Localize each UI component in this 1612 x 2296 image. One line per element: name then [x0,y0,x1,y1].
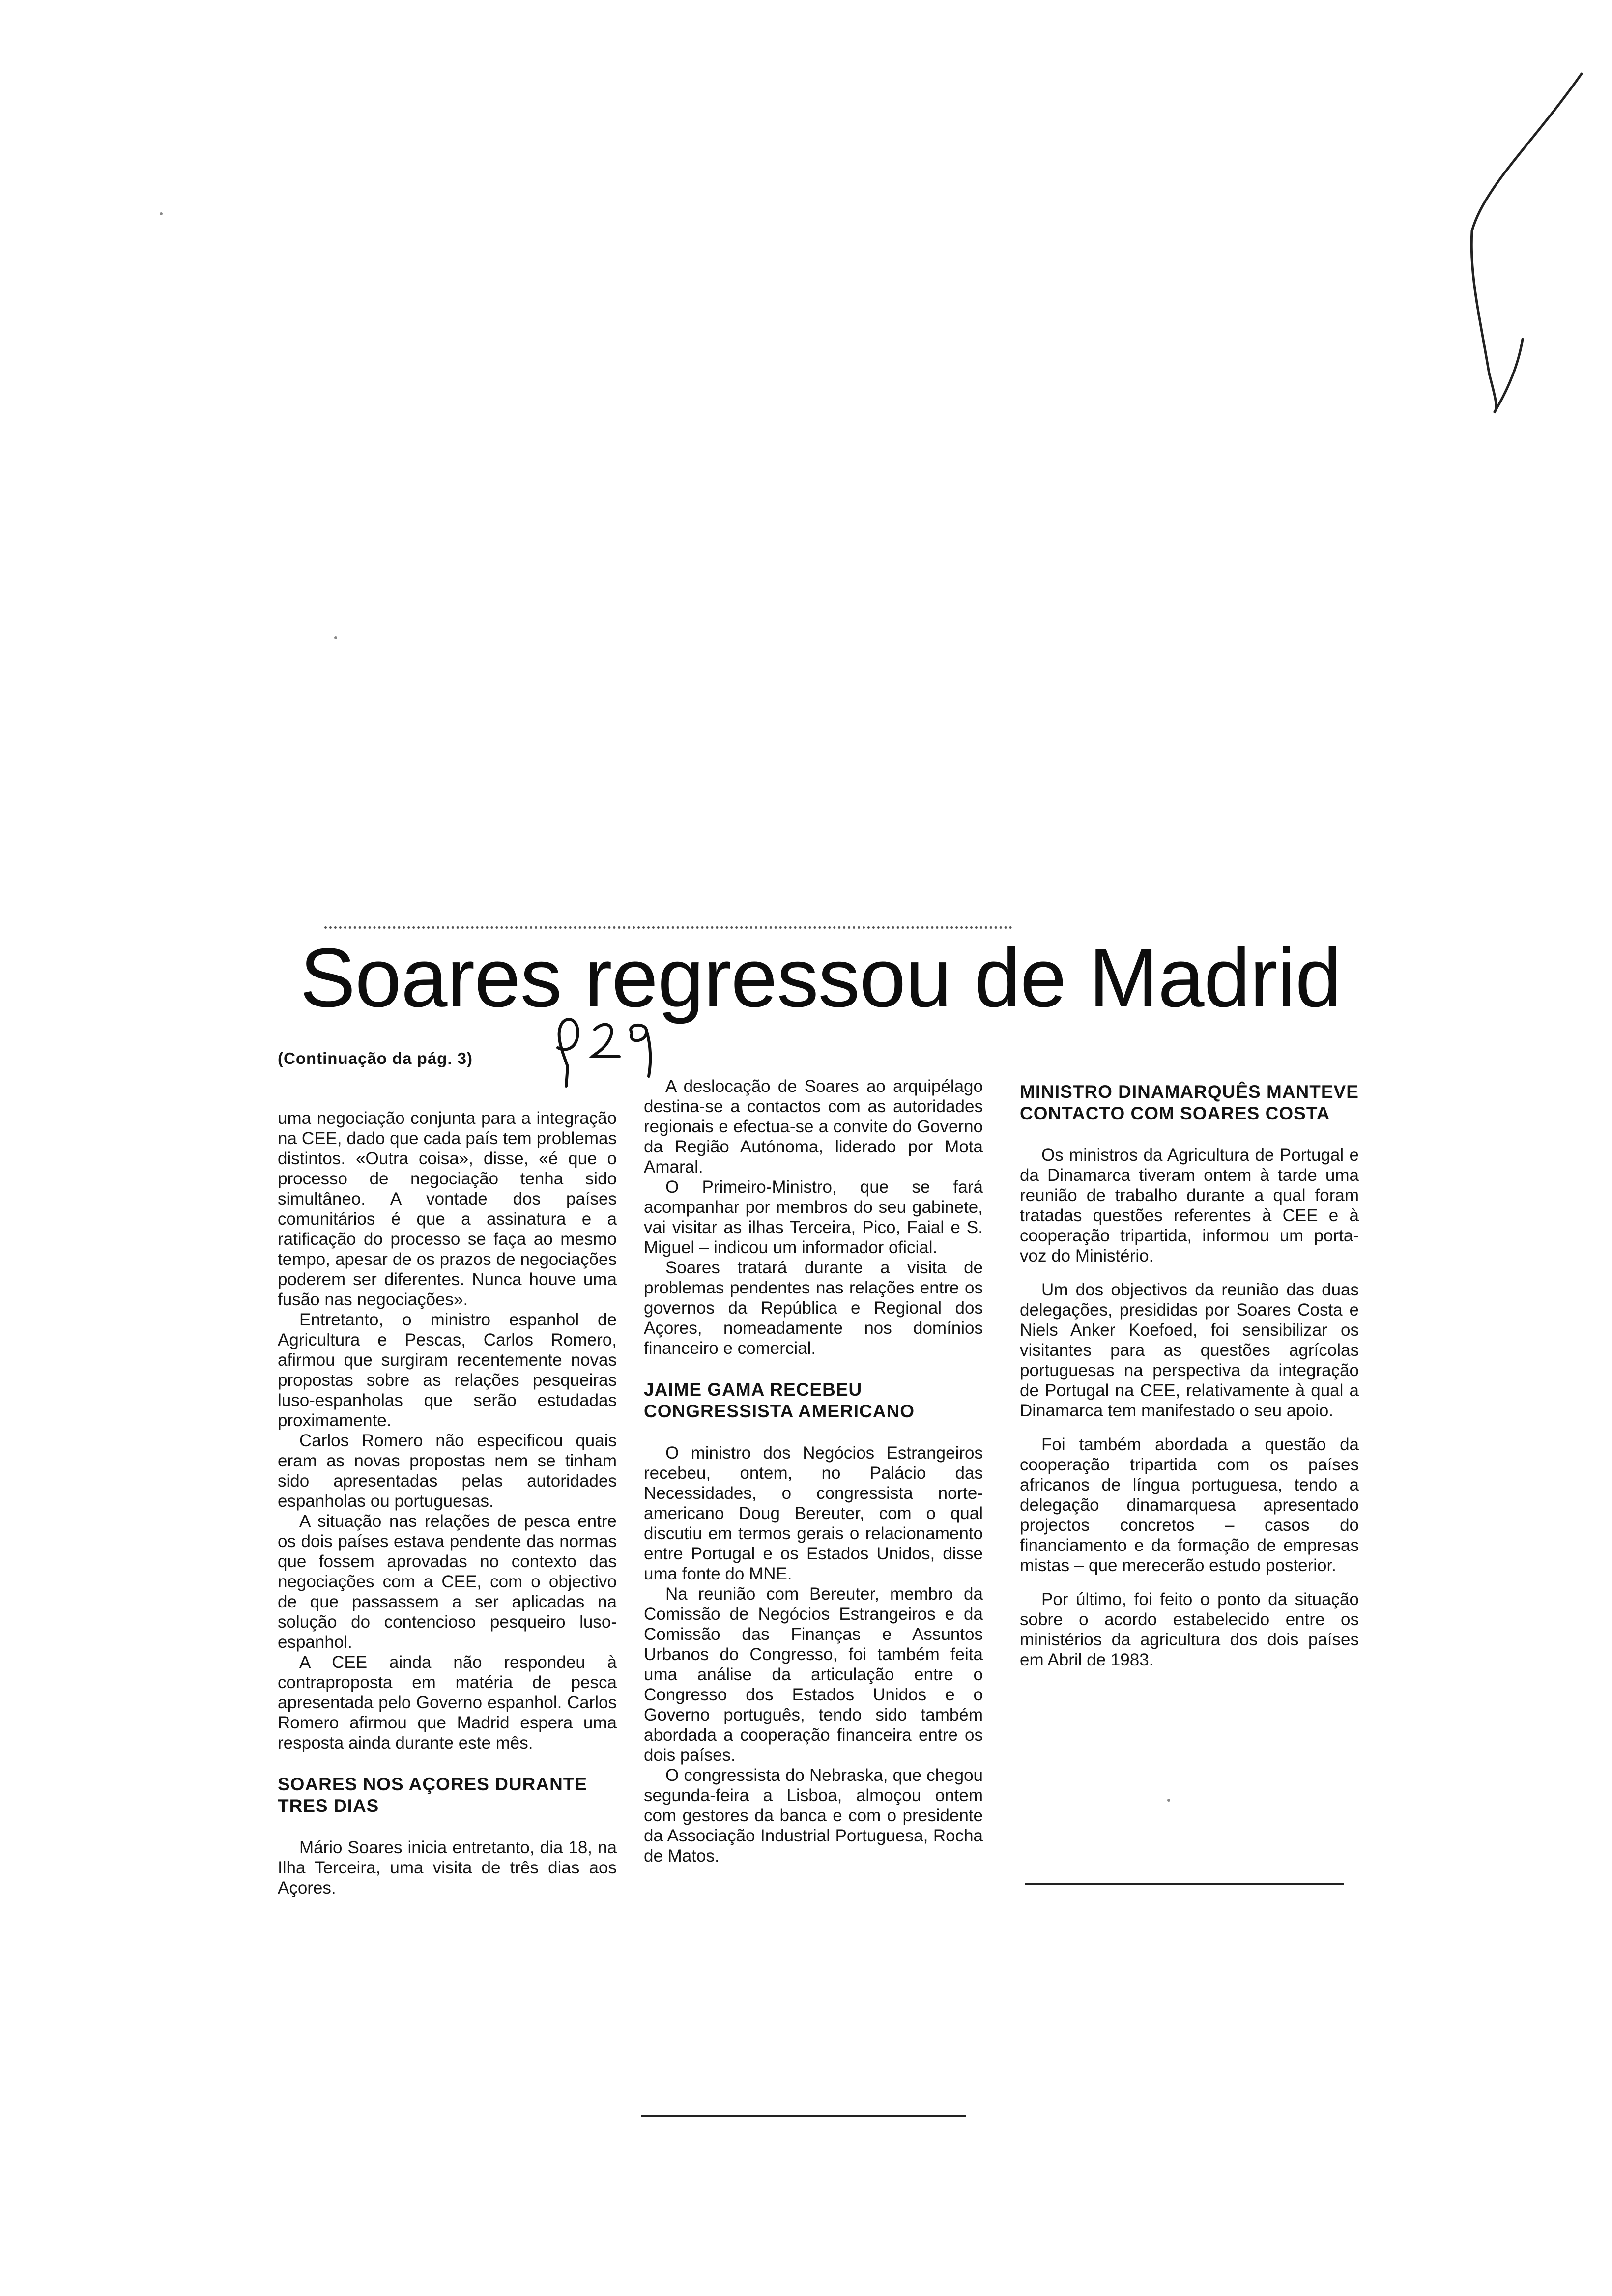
scan-speck [1167,1799,1170,1802]
paragraph: Os ministros da Agricultura de Portugal e da Dinamarca tiveram ontem à tarde uma reunião de trabalho durante a qual foram tratadas questões referentes à CEE e à cooperação tripartida, informou um porta-voz do Ministério. [1020,1146,1359,1265]
paragraph: A CEE ainda não respondeu à contraproposta em matéria de pesca apresentada pelo Governo espanhol. Carlos Romero afirmou que Madrid espera uma resposta ainda durante este mês. [278,1653,617,1752]
scan-speck [160,212,163,215]
scan-speck [334,636,337,639]
article-column-2 [644,1076,983,1866]
article-column-1 [278,1108,617,1898]
article-column-3 [1020,1081,1359,1670]
column-end-rule [1025,1883,1344,1885]
continuation-note: (Continuação da pág. 3) [278,1049,473,1067]
paragraph: Entretanto, o ministro espanhol de Agricultura e Pescas, Carlos Romero, afirmou que surgiram recentemente novas propostas sobre as relações pesqueiras luso-espanholas que serão estudadas proximamente. [278,1310,617,1430]
paragraph: Carlos Romero não especificou quais eram as novas propostas nem se tinham sido apresentadas pelas autoridades espanholas ou portuguesas. [278,1431,617,1511]
paragraph: O congressista do Nebraska, que chegou segunda-feira a Lisboa, almoçou ontem com gestores da banca e com o presidente da Associação Industrial Portuguesa, Rocha de Matos. [644,1766,983,1866]
top-dotted-rule [324,926,1012,929]
paragraph: A deslocação de Soares ao arquipélago destina-se a contactos com as autoridades regionais e efectua-se a convite do Governo da Região Autónoma, liderado por Mota Amaral. [644,1077,983,1177]
paragraph: Mário Soares inicia entretanto, dia 18, na Ilha Terceira, uma visita de três dias aos Açores. [278,1838,617,1897]
paragraph: uma negociação conjunta para a integração na CEE, dado que cada país tem problemas distintos. «Outra coisa», disse, «é que o processo de negociação tenha sido simultâneo. A vontade dos países comunitários é que a assinatura e a ratificação do processo se faça ao mesmo tempo, apesar de os prazos de negociações poderem ser diferentes. Nunca houve uma fusão nas negociações». [278,1109,617,1309]
paragraph: Foi também abordada a questão da cooperação tripartida com os países africanos de língua portuguesa, tendo a delegação dinamarquesa apresentado projectos concretos – casos do financiamento e da formação de empresas mistas – que merecerão estudo posterior. [1020,1435,1359,1575]
paragraph: A situação nas relações de pesca entre os dois países estava pendente das normas que fossem aprovadas no contexto das negociações com a CEE, com o objectivo de que passassem a ser aplicadas na solução do contencioso pesqueiro luso-espanhol. [278,1512,617,1652]
column-end-rule [641,2115,966,2117]
paragraph: O Primeiro-Ministro, que se fará acompanhar por membros do seu gabinete, vai visitar as ilhas Terceira, Pico, Faial e S. Miguel – indicou um informador oficial. [644,1177,983,1257]
subhead-soares-acores: SOARES NOS AÇORES DURANTE TRES DIAS [278,1774,588,1816]
paragraph: Um dos objectivos da reunião das duas delegações, presididas por Soares Costa e Niels Anker Koefoed, foi sensibilizar os visitantes para as questões agrícolas portuguesas na perspectiva da integração de Portugal na CEE, relativamente à qual a Dinamarca tem manifestado o seu apoio. [1020,1280,1359,1420]
subhead-ministro-dinamarques: MINISTRO DINAMARQUÊS MANTEVE CONTACTO COM SOARES COSTA [1020,1082,1359,1123]
paragraph: Na reunião com Bereuter, membro da Comissão de Negócios Estrangeiros e da Comissão das Finanças e Assuntos Urbanos do Congresso, foi também feita uma análise da articulação entre o Congresso dos Estados Unidos e o Governo português, tendo sido também abordada a cooperação financeira entre os dois países. [644,1584,983,1765]
paragraph: Soares tratará durante a visita de problemas pendentes nas relações entre os governos da República e Regional dos Açores, nomeadamente nos domínios financeiro e comercial. [644,1258,983,1358]
subhead-jaime-gama: JAIME GAMA RECEBEU CONGRESSISTA AMERICANO [644,1379,915,1421]
paragraph: O ministro dos Negócios Estrangeiros recebeu, ontem, no Palácio das Necessidades, o congressista norte-americano Doug Bereuter, com o qual discutiu em termos gerais o relacionamento entre Portugal e os Estados Unidos, disse uma fonte do MNE. [644,1443,983,1583]
article-headline: Soares regressou de Madrid [300,931,1342,1025]
paragraph: Por último, foi feito o ponto da situação sobre o acordo estabelecido entre os ministérios da agricultura dos dois países em Abril de 1983. [1020,1590,1359,1669]
